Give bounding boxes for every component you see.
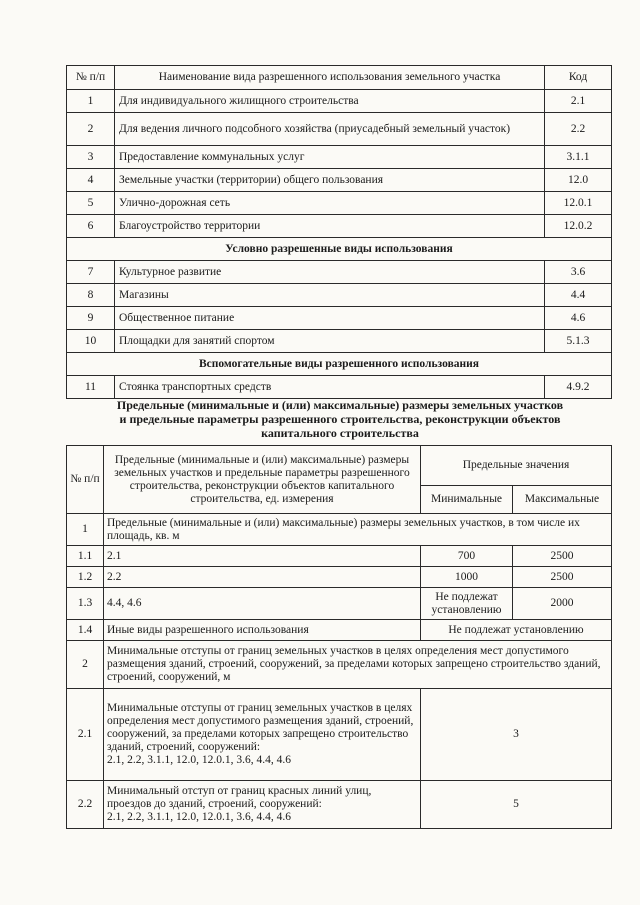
row-name: Благоустройство территории — [115, 215, 545, 238]
row-codes: 2.1, 2.2, 3.1.1, 12.0, 12.0.1, 3.6, 4.4, 4.6 — [107, 754, 291, 766]
row-name: Земельные участки (территории) общего пользования — [115, 169, 545, 192]
limits-table — [66, 445, 612, 829]
row-text: Минимальный отступ от границ красных линий улиц, проездов до зданий, строений, сооружений: — [107, 785, 372, 810]
row-value: 5 — [421, 781, 612, 829]
table-row — [67, 567, 612, 588]
row-max: 2000 — [513, 588, 612, 620]
row-num: 1.4 — [67, 620, 104, 641]
row-codes: 2.1, 2.2, 3.1.1, 12.0, 12.0.1, 3.6, 4.4, 4.6 — [107, 811, 291, 823]
table-row — [67, 588, 612, 620]
row-num: 2 — [67, 113, 115, 146]
table-row — [67, 192, 612, 215]
row-min: 1000 — [421, 567, 513, 588]
section-row — [67, 353, 612, 376]
row-num: 11 — [67, 376, 115, 399]
header-num: № п/п — [67, 66, 115, 90]
row-name: Для ведения личного подсобного хозяйства (приусадебный земельный участок) — [115, 113, 545, 146]
header-code: Код — [545, 66, 612, 90]
row-code: 12.0.2 — [545, 215, 612, 238]
row-value: 3 — [421, 689, 612, 781]
row-num: 1.3 — [67, 588, 104, 620]
table-row — [67, 169, 612, 192]
row-num: 10 — [67, 330, 115, 353]
table-row — [67, 514, 612, 546]
row-name: Магазины — [115, 284, 545, 307]
row-num: 4 — [67, 169, 115, 192]
row-text: Иные виды разрешенного использования — [104, 620, 421, 641]
row-num: 2 — [67, 641, 104, 689]
row-num: 1.2 — [67, 567, 104, 588]
row-num: 2.1 — [67, 689, 104, 781]
table-row — [67, 330, 612, 353]
row-code: 3.6 — [545, 261, 612, 284]
row-name: Стоянка транспортных средств — [115, 376, 545, 399]
section-title: Условно разрешенные виды использования — [67, 238, 612, 261]
row-max: 2500 — [513, 567, 612, 588]
row-text-cell — [104, 781, 421, 829]
row-min: Не подлежат установлению — [421, 588, 513, 620]
header-num: № п/п — [67, 446, 104, 514]
row-text: 2.2 — [104, 567, 421, 588]
row-code: 12.0.1 — [545, 192, 612, 215]
row-text-cell — [104, 689, 421, 781]
row-code: 12.0 — [545, 169, 612, 192]
row-text: 4.4, 4.6 — [104, 588, 421, 620]
section-title: Вспомогательные виды разрешенного использования — [67, 353, 612, 376]
row-code: 4.6 — [545, 307, 612, 330]
row-num: 5 — [67, 192, 115, 215]
row-num: 8 — [67, 284, 115, 307]
row-num: 2.2 — [67, 781, 104, 829]
table-row — [67, 284, 612, 307]
row-code: 2.1 — [545, 90, 612, 113]
row-num: 6 — [67, 215, 115, 238]
row-text: Минимальные отступы от границ земельных участков в целях определения мест допустимого размещения зданий, строений, сооружений, за пределами которых запрещено строительство зданий, строений, сооружений: — [107, 702, 414, 753]
header-name: Наименование вида разрешенного использования земельного участка — [115, 66, 545, 90]
row-name: Улично-дорожная сеть — [115, 192, 545, 215]
row-code: 4.4 — [545, 284, 612, 307]
row-num: 3 — [67, 146, 115, 169]
row-code: 2.2 — [545, 113, 612, 146]
heading-line-3: капитального строительства — [261, 426, 419, 440]
row-num: 1 — [67, 514, 104, 546]
table-row — [67, 781, 612, 829]
limits-heading — [80, 398, 600, 440]
header-min: Минимальные — [421, 486, 513, 514]
table-header-row — [67, 446, 612, 486]
header-desc: Предельные (минимальные и (или) максимальные) размеры земельных участков и предельные параметры разрешенного строительства, реконструкции объектов капитального строительства, ед. измерения — [104, 446, 421, 514]
heading-line-2: и предельные параметры разрешенного строительства, реконструкции объектов — [119, 412, 561, 426]
row-name: Площадки для занятий спортом — [115, 330, 545, 353]
row-min: 700 — [421, 546, 513, 567]
table-row — [67, 261, 612, 284]
row-name: Предоставление коммунальных услуг — [115, 146, 545, 169]
table-row — [67, 620, 612, 641]
row-num: 7 — [67, 261, 115, 284]
table-row — [67, 641, 612, 689]
table-row — [67, 113, 612, 146]
row-value: Не подлежат установлению — [421, 620, 612, 641]
row-code: 3.1.1 — [545, 146, 612, 169]
row-text: 2.1 — [104, 546, 421, 567]
row-name: Культурное развитие — [115, 261, 545, 284]
row-code: 4.9.2 — [545, 376, 612, 399]
table-row — [67, 146, 612, 169]
row-num: 9 — [67, 307, 115, 330]
header-limits: Предельные значения — [421, 446, 612, 486]
permitted-use-table — [66, 65, 612, 399]
table-row — [67, 546, 612, 567]
row-text: Минимальные отступы от границ земельных участков в целях определения мест допустимого размещения зданий, строений, сооружений, за пределами которых запрещено строительство зданий, строений, сооружений, м — [104, 641, 612, 689]
row-num: 1.1 — [67, 546, 104, 567]
header-max: Максимальные — [513, 486, 612, 514]
row-num: 1 — [67, 90, 115, 113]
row-text: Предельные (минимальные и (или) максимальные) размеры земельных участков, в том числе их площадь, кв. м — [104, 514, 612, 546]
heading-line-1: Предельные (минимальные и (или) максимальные) размеры земельных участков — [116, 398, 564, 412]
row-code: 5.1.3 — [545, 330, 612, 353]
table-row — [67, 307, 612, 330]
table-row — [67, 90, 612, 113]
section-row — [67, 238, 612, 261]
table-header-row — [67, 66, 612, 90]
table-row — [67, 376, 612, 399]
row-max: 2500 — [513, 546, 612, 567]
row-name: Для индивидуального жилищного строительства — [115, 90, 545, 113]
table-row — [67, 215, 612, 238]
table-row — [67, 689, 612, 781]
row-name: Общественное питание — [115, 307, 545, 330]
